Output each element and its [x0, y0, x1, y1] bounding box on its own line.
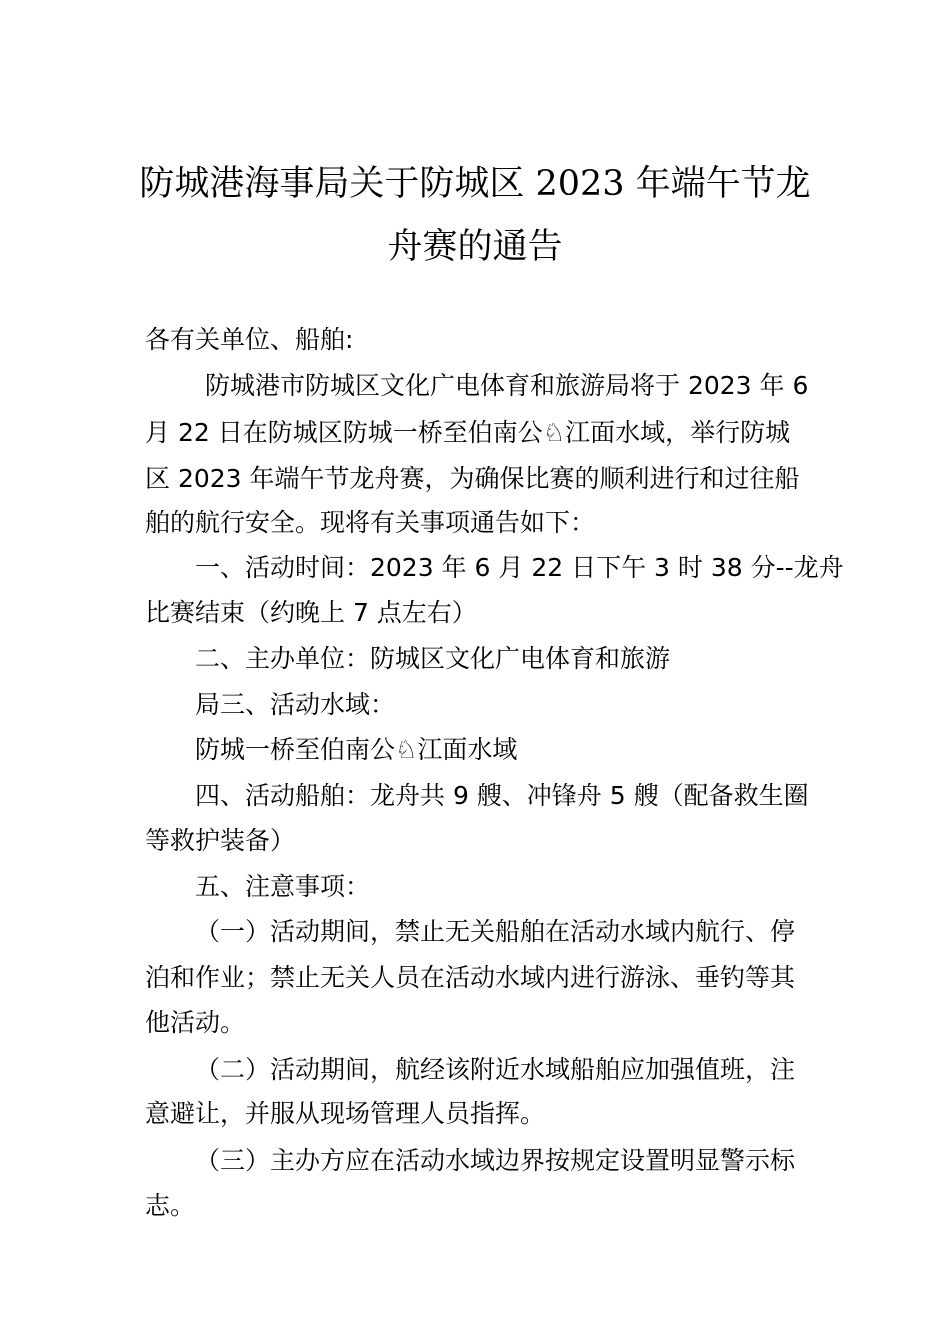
note-1-line-3: 他活动。	[145, 1008, 246, 1037]
note-2-line-2: 意避让，并服从现场管理人员指挥。	[145, 1099, 546, 1128]
note-3-line-2: 志。	[145, 1191, 196, 1220]
intro-line-1: 防城港市防城区文化广电体育和旅游局将于 2023 年 6	[205, 371, 809, 400]
intro-line-2: 月 22 日在防城区防城一桥至伯南公♘江面水域，举行防城	[145, 418, 791, 447]
item-4-line-1: 四、活动船舶：龙舟共 9 艘、冲锋舟 5 艘（配备救生圈	[195, 781, 809, 810]
item-3-label: 局三、活动水域：	[195, 690, 396, 719]
note-1-line-2: 泊和作业；禁止无关人员在活动水域内进行游泳、垂钓等其	[145, 963, 796, 992]
note-3-line-1: （三）主办方应在活动水域边界按规定设置明显警示标	[195, 1146, 796, 1175]
note-2-line-1: （二）活动期间，航经该附近水域船舶应加强值班，注	[195, 1055, 796, 1084]
item-5-label: 五、注意事项：	[195, 872, 371, 901]
item-3-value: 防城一桥至伯南公♘江面水域	[195, 735, 518, 764]
note-1-line-1: （一）活动期间，禁止无关船舶在活动水域内航行、停	[195, 917, 796, 946]
item-1-line-2: 比赛结束（约晚上 7 点左右）	[145, 598, 477, 627]
intro-line-3: 区 2023 年端午节龙舟赛，为确保比赛的顺利进行和过往船	[145, 464, 800, 493]
notice-title-line-1: 防城港海事局关于防城区 2023 年端午节龙	[139, 164, 811, 204]
notice-title-line-2: 舟赛的通告	[387, 227, 563, 267]
item-2: 二、主办单位：防城区文化广电体育和旅游	[195, 644, 671, 673]
item-1-line-1: 一、活动时间：2023 年 6 月 22 日下午 3 时 38 分--龙舟	[195, 553, 844, 582]
item-4-line-2: 等救护装备）	[145, 826, 296, 855]
salutation: 各有关单位、船舶:	[145, 325, 354, 354]
intro-line-4: 舶的航行安全。现将有关事项通告如下：	[145, 508, 596, 537]
